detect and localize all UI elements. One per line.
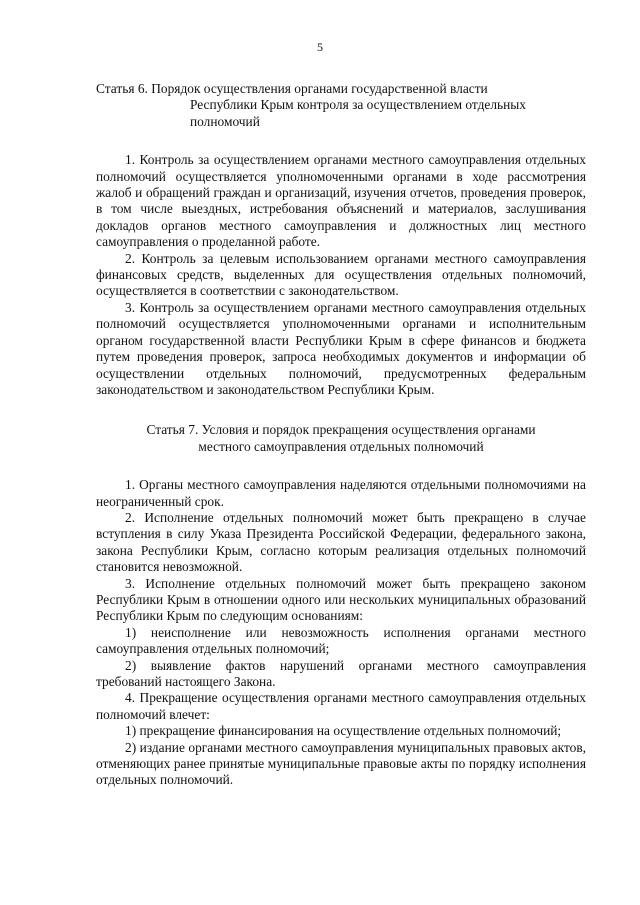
article-7-paragraph-1: 1. Органы местного самоуправления наделяются отдельными полномочиями на неограниченный срок. [96,477,586,509]
article-7-body [96,477,586,789]
article-6-heading-line: Статья 6. Порядок осуществления органами государственной власти [96,81,488,96]
page-number: 5 [317,40,323,54]
article-7-heading-line: местного самоуправления отдельных полномочий [198,438,484,454]
article-6-body [96,152,586,398]
article-6-paragraph-3: 3. Контроль за осуществлением органами местного самоуправления отдельных полномочий осуществляется уполномоченными органами и исполнительным органом государственной власти Республики Крым в сфере финансов и бюджета путем проведения проверок, запроса необходимых документов и информации об осуществлении отдельных полномочий, предусмотренных федеральным законодательством и законодательством Республики Крым. [96,299,586,397]
article-6-heading-line: полномочий [190,113,260,129]
article-6-heading [96,81,586,130]
article-6-paragraph-2: 2. Контроль за целевым использованием органами местного самоуправления финансовых средств, выделенных для осуществления отдельных полномочий, осуществляется в соответствии с законодательством. [96,250,586,299]
article-7-paragraph-4: 4. Прекращение осуществления органами местного самоуправления отдельных полномочий влечет: [96,690,586,722]
article-7-paragraph-2: 2. Исполнение отдельных полномочий может быть прекращено в случае вступления в силу Указа Президента Российской Федерации, федерального закона, закона Республики Крым, согласно которым реализация отдельных полномочий становится невозможной. [96,509,586,575]
article-7-item-3-2: 2) выявление фактов нарушений органами местного самоуправления требований настоящего Закона. [96,657,586,689]
article-7-paragraph-3: 3. Исполнение отдельных полномочий может быть прекращено законом Республики Крым в отношении одного или нескольких муниципальных образований Республики Крым по следующим основаниям: [96,575,586,624]
article-7-item-3-1: 1) неисполнение или невозможность исполнения органами местного самоуправления отдельных полномочий; [96,624,586,657]
article-7-item-4-2: 2) издание органами местного самоуправления муниципальных правовых актов, отменяющих ранее принятые муниципальные правовые акты по порядку исполнения отдельных полномочий. [96,739,586,788]
article-6-paragraph-1: 1. Контроль за осуществлением органами местного самоуправления отдельных полномочий осуществляется уполномоченными органами в ходе рассмотрения жалоб и обращений граждан и организаций, изучения отчетов, проведения проверок, в том числе выездных, истребования объяснений и материалов, заслушивания докладов органов местного самоуправления и должностных лиц местного самоуправления о проделанной работе. [96,152,586,250]
article-7-heading [96,422,586,455]
article-7-item-4-1: 1) прекращение финансирования на осуществление отдельных полномочий; [125,723,562,739]
article-6-heading-line: Республики Крым контроля за осуществлением отдельных [190,97,526,113]
article-7-heading-line: Статья 7. Условия и порядок прекращения осуществления органами [146,422,536,438]
document-content [96,81,586,789]
